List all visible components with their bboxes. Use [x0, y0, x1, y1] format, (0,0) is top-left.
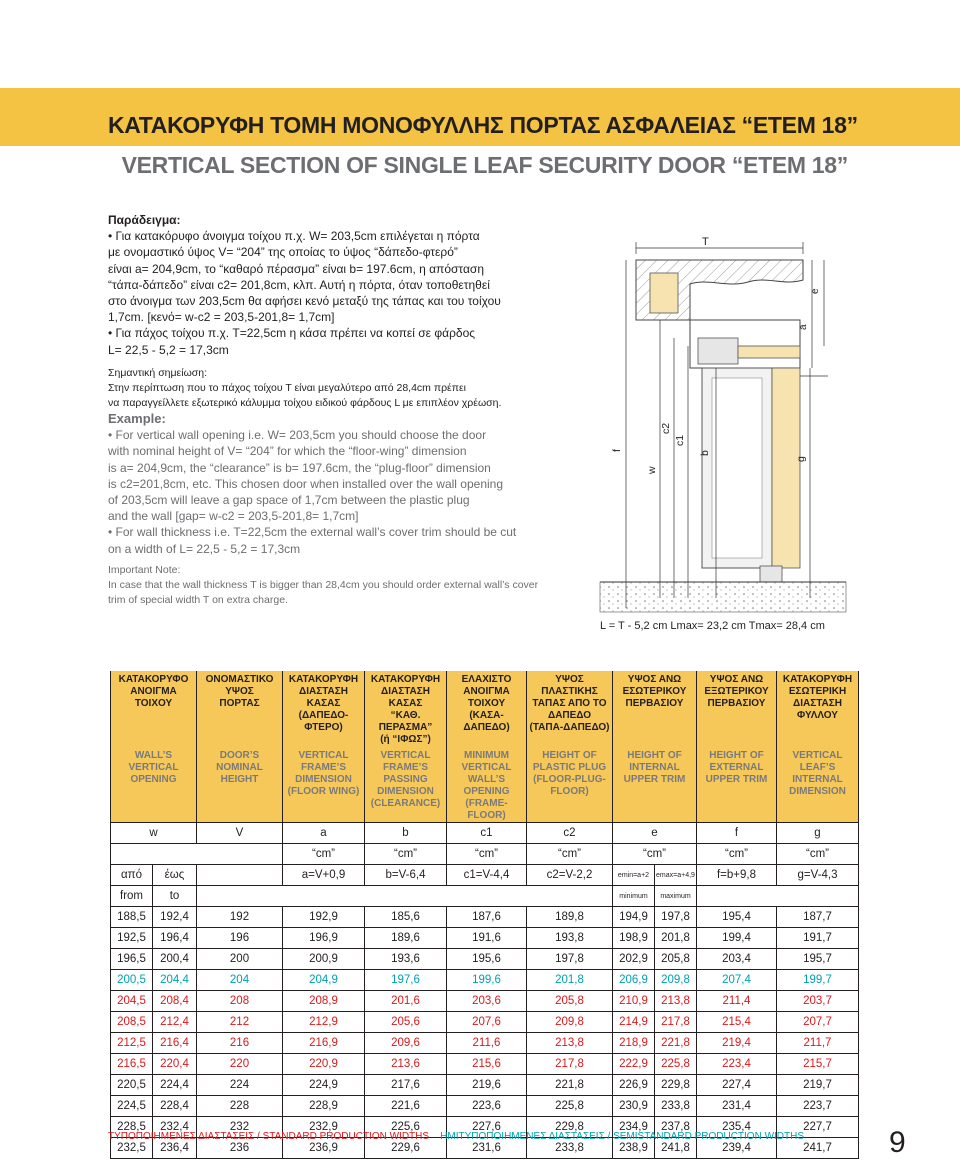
formula-cell: a=V+0,9 [283, 865, 365, 886]
empty-cell [197, 886, 613, 907]
formula-cell: f=b+9,8 [697, 865, 777, 886]
table-header-english [111, 746, 859, 823]
symbol-cell: w [111, 823, 197, 844]
value-cell: 204 [197, 970, 283, 991]
value-cell: 200,5 [111, 970, 153, 991]
dim-label-a: a [798, 324, 809, 330]
table-row [111, 949, 859, 970]
wall-inner-block [650, 273, 678, 313]
value-cell: 209,6 [365, 1033, 447, 1054]
value-cell: 215,6 [447, 1054, 527, 1075]
value-cell: 236,4 [153, 1138, 197, 1159]
formula-cell: b=V-6,4 [365, 865, 447, 886]
value-cell: 241,8 [655, 1138, 697, 1159]
value-cell: 220,4 [153, 1054, 197, 1075]
greek-line: 1,7cm. [κενό= w-c2 = 203,5-201,8= 1,7cm] [108, 310, 335, 325]
value-cell: 205,8 [655, 949, 697, 970]
value-cell: 227,4 [697, 1075, 777, 1096]
minmax-row [111, 886, 859, 907]
english-line: with nominal height of V= “204” for which the “floor-wing” dimension [108, 444, 467, 459]
column-header-english: HEIGHT OF INTERNAL UPPER TRIM [613, 746, 697, 823]
value-cell: 233,8 [527, 1138, 613, 1159]
dim-label-c2: c2 [660, 422, 672, 434]
value-cell: 208,9 [283, 991, 365, 1012]
dim-label-g: g [795, 456, 807, 462]
value-cell: 191,7 [777, 928, 859, 949]
value-cell: 212 [197, 1012, 283, 1033]
value-cell: 223,7 [777, 1096, 859, 1117]
floor-plug [760, 566, 782, 582]
formula-cell: c1=V-4,4 [447, 865, 527, 886]
english-line: is a= 204,9cm, the “clearance” is b= 197.6cm, the “plug-floor” dimension [108, 460, 491, 475]
legend-semistandard: ΗΜΙΤΥΠΟΠΟΙΗΜΕΝΕΣ ΔΙΑΣΤΑΣΕΙΣ / SEMISTANDARD PRODUCTION WIDTHS [440, 1131, 805, 1142]
value-cell: 211,7 [777, 1033, 859, 1054]
units-row [111, 844, 859, 865]
value-cell: 197,8 [655, 907, 697, 928]
greek-example-heading: Παράδειγμα: [108, 213, 181, 227]
page-number: 9 [889, 1126, 906, 1159]
page-title-greek: ΚΑΤΑΚΟΡΥΦΗ ΤΟΜΗ ΜΟΝΟΦΥΛΛΗΣ ΠΟΡΤΑΣ ΑΣΦΑΛΕΙΑΣ “ΕΤΕΜ 18” [108, 112, 858, 138]
value-cell: 208,4 [153, 991, 197, 1012]
value-cell: 227,6 [447, 1117, 527, 1138]
value-cell: 211,6 [447, 1033, 527, 1054]
greek-example [108, 212, 538, 411]
value-cell: 192,4 [153, 907, 197, 928]
value-cell: 201,6 [365, 991, 447, 1012]
greek-note-line: να παραγγείλλετε εξωτερικό κάλυμμα τοίχου ειδικού φάρδους L με επιπλέον χρέωση. [108, 396, 502, 409]
value-cell: 203,6 [447, 991, 527, 1012]
value-cell: 234,9 [613, 1117, 655, 1138]
frame-top-trim [738, 346, 800, 358]
value-cell: 205,8 [527, 991, 613, 1012]
value-cell: 221,8 [527, 1075, 613, 1096]
value-cell: 225,8 [655, 1054, 697, 1075]
value-cell: 227,7 [777, 1117, 859, 1138]
unit-cell: “cm” [283, 844, 365, 865]
value-cell: 231,4 [697, 1096, 777, 1117]
value-cell: 187,7 [777, 907, 859, 928]
value-cell: 203,4 [697, 949, 777, 970]
value-cell: 228,4 [153, 1096, 197, 1117]
value-cell: 239,4 [697, 1138, 777, 1159]
formula-cell: emax=a+4,9 [655, 865, 697, 886]
english-note-line: In case that the wall thickness T is bigger than 28,4cm you should order external wall’s cover [108, 578, 539, 591]
table-row [111, 1054, 859, 1075]
greek-line: με ονομαστικό ύψος V= “204” της οποίας το ύψος “δάπεδο-φτερό” [108, 245, 458, 260]
range-to-english: to [153, 886, 197, 907]
column-header-english: HEIGHT OF EXTERNAL UPPER TRIM [697, 746, 777, 823]
greek-line: “τάπα-δάπεδο” είναι c2= 201,8cm, κλπ. Αυτή η πόρτα, όταν τοποθετηθεί [108, 277, 490, 292]
column-header-english: WALL’S VERTICAL OPENING [111, 746, 197, 823]
table-row [111, 970, 859, 991]
value-cell: 197,8 [527, 949, 613, 970]
value-cell: 224,4 [153, 1075, 197, 1096]
symbol-cell: c1 [447, 823, 527, 844]
value-cell: 231,6 [447, 1138, 527, 1159]
width-formula: L = T - 5,2 cm Lmax= 23,2 cm Tmax= 28,4 cm [600, 620, 825, 632]
english-line: of 203,5cm will leave a gap space of 1,7cm between the plastic plug [108, 493, 470, 508]
value-cell: 211,4 [697, 991, 777, 1012]
value-cell: 225,8 [527, 1096, 613, 1117]
column-header: ΥΨΟΣ ΑΝΩ ΕΞΩΤΕΡΙΚΟΥ ΠΕΡΒΑΣΙΟΥ [697, 671, 777, 746]
value-cell: 223,4 [697, 1054, 777, 1075]
minimum-cell: minimum [613, 886, 655, 907]
value-cell: 209,8 [527, 1012, 613, 1033]
unit-cell: “cm” [527, 844, 613, 865]
value-cell: 221,6 [365, 1096, 447, 1117]
page-title-english: VERTICAL SECTION OF SINGLE LEAF SECURITY DOOR “ETEM 18” [121, 152, 848, 178]
value-cell: 219,6 [447, 1075, 527, 1096]
value-cell: 195,6 [447, 949, 527, 970]
value-cell: 229,6 [365, 1138, 447, 1159]
dim-label-e: e [810, 288, 821, 294]
value-cell: 219,4 [697, 1033, 777, 1054]
value-cell: 232,9 [283, 1117, 365, 1138]
english-line: is c2=201,8cm, etc. This chosen door when installed over the wall opening [108, 476, 504, 491]
value-cell: 221,8 [655, 1033, 697, 1054]
range-from-english: from [111, 886, 153, 907]
value-cell: 216,9 [283, 1033, 365, 1054]
value-cell: 224 [197, 1075, 283, 1096]
dim-label-f: f [611, 449, 623, 452]
dim-label-c1: c1 [674, 434, 686, 446]
empty-cell [197, 865, 283, 886]
formula-cell: c2=V-2,2 [527, 865, 613, 886]
value-cell: 192 [197, 907, 283, 928]
value-cell: 220 [197, 1054, 283, 1075]
value-cell: 220,9 [283, 1054, 365, 1075]
value-cell: 233,8 [655, 1096, 697, 1117]
legend-standard: ΤΥΠΟΠΟΙΗΜΕΝΕΣ ΔΙΑΣΤΑΣΕΙΣ / STANDARD PRODUCTION WIDTHS [108, 1131, 430, 1142]
english-line: on a width of L= 22,5 - 5,2 = 17,3cm [108, 541, 301, 556]
floor [600, 582, 846, 612]
unit-cell: “cm” [447, 844, 527, 865]
value-cell: 212,4 [153, 1012, 197, 1033]
value-cell: 195,4 [697, 907, 777, 928]
value-cell: 217,6 [365, 1075, 447, 1096]
english-line: • For wall thickness i.e. T=22,5cm the external wall’s cover trim should be cut [108, 525, 517, 540]
english-example-heading: Example: [108, 411, 166, 426]
value-cell: 199,6 [447, 970, 527, 991]
value-cell: 196,4 [153, 928, 197, 949]
symbols-row [111, 823, 859, 844]
value-cell: 223,6 [447, 1096, 527, 1117]
value-cell: 218,9 [613, 1033, 655, 1054]
formula-cell: emin=a+2 [613, 865, 655, 886]
greek-line: είναι a= 204,9cm, το “καθαρό πέρασμα” είναι b= 197.6cm, η απόσταση [108, 261, 485, 276]
dimensions-table [110, 671, 859, 1159]
table-row [111, 1033, 859, 1054]
value-cell: 196,9 [283, 928, 365, 949]
value-cell: 185,6 [365, 907, 447, 928]
value-cell: 201,8 [527, 970, 613, 991]
column-header: ΥΨΟΣ ΑΝΩ ΕΣΩΤΕΡΙΚΟΥ ΠΕΡΒΑΣΙΟΥ [613, 671, 697, 746]
value-cell: 228,9 [283, 1096, 365, 1117]
dim-label-w: w [646, 466, 658, 474]
value-cell: 204,4 [153, 970, 197, 991]
symbol-cell: V [197, 823, 283, 844]
frame-jamb [772, 368, 800, 568]
english-line: • For vertical wall opening i.e. W= 203,5cm you should choose the door [108, 428, 487, 443]
value-cell: 235,4 [697, 1117, 777, 1138]
value-cell: 232,5 [111, 1138, 153, 1159]
value-cell: 200,9 [283, 949, 365, 970]
symbol-cell: e [613, 823, 697, 844]
door-section-diagram [598, 228, 848, 618]
table-row [111, 991, 859, 1012]
value-cell: 197,6 [365, 970, 447, 991]
value-cell: 193,6 [365, 949, 447, 970]
value-cell: 204,5 [111, 991, 153, 1012]
table-row [111, 1012, 859, 1033]
value-cell: 196,5 [111, 949, 153, 970]
value-cell: 205,6 [365, 1012, 447, 1033]
column-header: ΚΑΤΑΚΟΡΥΦΗ ΔΙΑΣΤΑΣΗ ΚΑΣΑΣ “ΚΑΘ. ΠΕΡΑΣΜΑ” (ή “ΙΦΩΣ”) [365, 671, 447, 746]
english-line: and the wall [gap= w-c2 = 203,5-201,8= 1,7cm] [108, 509, 359, 524]
value-cell: 226,9 [613, 1075, 655, 1096]
value-cell: 207,7 [777, 1012, 859, 1033]
value-cell: 213,6 [365, 1054, 447, 1075]
value-cell: 198,9 [613, 928, 655, 949]
value-cell: 220,5 [111, 1075, 153, 1096]
value-cell: 200,4 [153, 949, 197, 970]
formula-row [111, 865, 859, 886]
frame-top-profile [698, 338, 738, 364]
greek-line: • Για πάχος τοίχου π.χ. T=22,5cm η κάσα πρέπει να κοπεί σε φάρδος [108, 326, 476, 341]
value-cell: 219,7 [777, 1075, 859, 1096]
range-from-greek: από [111, 865, 153, 886]
value-cell: 236 [197, 1138, 283, 1159]
symbol-cell: f [697, 823, 777, 844]
value-cell: 199,7 [777, 970, 859, 991]
unit-cell: “cm” [365, 844, 447, 865]
value-cell: 202,9 [613, 949, 655, 970]
value-cell: 203,7 [777, 991, 859, 1012]
value-cell: 196 [197, 928, 283, 949]
table-row [111, 1075, 859, 1096]
english-note-line: trim of special width T on extra charge. [108, 593, 288, 606]
table-row [111, 907, 859, 928]
maximum-cell: maximum [655, 886, 697, 907]
value-cell: 225,6 [365, 1117, 447, 1138]
legend [108, 1131, 804, 1142]
value-cell: 222,9 [613, 1054, 655, 1075]
value-cell: 200 [197, 949, 283, 970]
value-cell: 216,5 [111, 1054, 153, 1075]
value-cell: 217,8 [527, 1054, 613, 1075]
value-cell: 215,7 [777, 1054, 859, 1075]
english-example [108, 411, 548, 608]
value-cell: 194,9 [613, 907, 655, 928]
value-cell: 191,6 [447, 928, 527, 949]
value-cell: 195,7 [777, 949, 859, 970]
value-cell: 215,4 [697, 1012, 777, 1033]
value-cell: 199,4 [697, 928, 777, 949]
value-cell: 201,8 [655, 928, 697, 949]
greek-line: L= 22,5 - 5,2 = 17,3cm [108, 342, 229, 357]
symbol-cell: g [777, 823, 859, 844]
table-header-greek [111, 671, 859, 746]
column-header: ΟΝΟΜΑΣΤΙΚΟ ΥΨΟΣ ΠΟΡΤΑΣ [197, 671, 283, 746]
symbol-cell: b [365, 823, 447, 844]
column-header: ΥΨΟΣ ΠΛΑΣΤΙΚΗΣ ΤΑΠΑΣ ΑΠΟ ΤΟ ΔΑΠΕΔΟ (ΤΑΠΑ-ΔΑΠΕΔΟ) [527, 671, 613, 746]
value-cell: 208 [197, 991, 283, 1012]
value-cell: 192,5 [111, 928, 153, 949]
greek-line: • Για κατακόρυφο άνοιγμα τοίχου π.χ. W= 203,5cm επιλέγεται η πόρτα [108, 229, 480, 244]
value-cell: 217,8 [655, 1012, 697, 1033]
value-cell: 241,7 [777, 1138, 859, 1159]
greek-note-heading: Σημαντική σημείωση: [108, 366, 208, 379]
value-cell: 213,8 [655, 991, 697, 1012]
english-note-heading: Important Note: [108, 563, 181, 576]
value-cell: 208,5 [111, 1012, 153, 1033]
value-cell: 224,5 [111, 1096, 153, 1117]
column-header-english: DOOR’S NOMINAL HEIGHT [197, 746, 283, 823]
column-header: ΚΑΤΑΚΟΡΥΦΗ ΔΙΑΣΤΑΣΗ ΚΑΣΑΣ (ΔΑΠΕΔΟ- ΦΤΕΡΟ) [283, 671, 365, 746]
value-cell: 216,4 [153, 1033, 197, 1054]
column-header-english: HEIGHT OF PLASTIC PLUG (FLOOR-PLUG- FLOOR) [527, 746, 613, 823]
value-cell: 206,9 [613, 970, 655, 991]
unit-cell: “cm” [613, 844, 697, 865]
value-cell: 193,8 [527, 928, 613, 949]
column-header: ΕΛΑΧΙΣΤΟ ΑΝΟΙΓΜΑ ΤΟΙΧΟΥ (ΚΑΣΑ- ΔΑΠΕΔΟ) [447, 671, 527, 746]
value-cell: 207,4 [697, 970, 777, 991]
value-cell: 229,8 [655, 1075, 697, 1096]
value-cell: 189,6 [365, 928, 447, 949]
value-cell: 232,4 [153, 1117, 197, 1138]
column-header-english: MINIMUM VERTICAL WALL’S OPENING (FRAME-FLOOR) [447, 746, 527, 823]
empty-cell [697, 886, 859, 907]
value-cell: 189,8 [527, 907, 613, 928]
value-cell: 237,8 [655, 1117, 697, 1138]
column-header-english: VERTICAL LEAF’S INTERNAL DIMENSION [777, 746, 859, 823]
value-cell: 207,6 [447, 1012, 527, 1033]
greek-note-line: Στην περίπτωση που το πάχος τοίχου Τ είναι μεγαλύτερο από 28,4cm πρέπει [108, 381, 466, 394]
value-cell: 209,8 [655, 970, 697, 991]
symbol-cell: c2 [527, 823, 613, 844]
table-row [111, 1096, 859, 1117]
value-cell: 212,5 [111, 1033, 153, 1054]
value-cell: 187,6 [447, 907, 527, 928]
value-cell: 192,9 [283, 907, 365, 928]
value-cell: 228,5 [111, 1117, 153, 1138]
value-cell: 238,9 [613, 1138, 655, 1159]
value-cell: 224,9 [283, 1075, 365, 1096]
unit-cell: “cm” [777, 844, 859, 865]
value-cell: 204,9 [283, 970, 365, 991]
table-row [111, 928, 859, 949]
value-cell: 236,9 [283, 1138, 365, 1159]
greek-line: στο άνοιγμα των 203,5cm θα αφήσει κενό μεταξύ της τάπας και του τοίχου [108, 294, 501, 309]
dim-label-t: T [702, 236, 709, 248]
symbol-cell: a [283, 823, 365, 844]
value-cell: 213,8 [527, 1033, 613, 1054]
value-cell: 188,5 [111, 907, 153, 928]
value-cell: 228 [197, 1096, 283, 1117]
dim-label-b: b [699, 450, 711, 456]
value-cell: 210,9 [613, 991, 655, 1012]
column-header: ΚΑΤΑΚΟΡΥΦΗ ΕΣΩΤΕΡΙΚΗ ΔΙΑΣΤΑΣΗ ΦΥΛΛΟΥ [777, 671, 859, 746]
value-cell: 214,9 [613, 1012, 655, 1033]
column-header: ΚΑΤΑΚΟΡΥΦΟ ΑΝΟΙΓΜΑ ΤΟΙΧΟΥ [111, 671, 197, 746]
unit-cell: “cm” [697, 844, 777, 865]
value-cell: 232 [197, 1117, 283, 1138]
value-cell: 216 [197, 1033, 283, 1054]
formula-cell: g=V-4,3 [777, 865, 859, 886]
range-to-greek: έως [153, 865, 197, 886]
empty-cell [111, 844, 283, 865]
door-leaf-core [712, 378, 762, 558]
value-cell: 229,8 [527, 1117, 613, 1138]
value-cell: 230,9 [613, 1096, 655, 1117]
value-cell: 212,9 [283, 1012, 365, 1033]
column-header-english: VERTICAL FRAME’S DIMENSION (FLOOR WING) [283, 746, 365, 823]
column-header-english: VERTICAL FRAME’S PASSING DIMENSION (CLEARANCE) [365, 746, 447, 823]
